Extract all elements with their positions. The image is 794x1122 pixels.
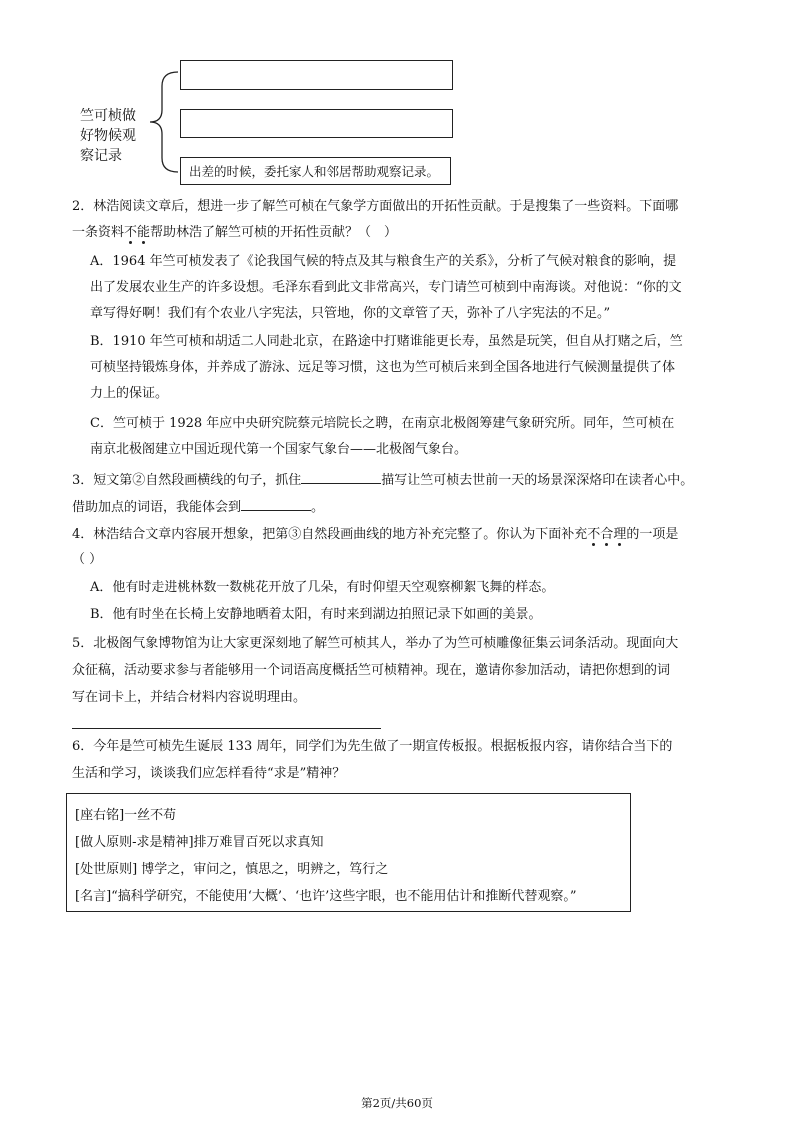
- diagram-label-line: 竺可桢做: [80, 108, 136, 124]
- q5-line: 5．北极阁气象博物馆为让大家更深刻地了解竺可桢其人，举办了为竺可桢雕像征集云词条活动。现面向大: [72, 636, 679, 651]
- q2-option-c-line: 南京北极阁建立中国近现代第一个国家气象台——北极阁气象台。: [90, 442, 468, 457]
- q3-line: 借助加点的词语，我能体会到 。: [72, 497, 324, 516]
- emphasis-dot-char: 能: [137, 225, 151, 240]
- board-line: [处世原则] 博学之，审问之，慎思之，明辨之，笃行之: [75, 862, 389, 877]
- q5-line: 写在词卡上，并结合材料内容说明理由。: [72, 690, 307, 705]
- diagram-box-1[interactable]: [180, 60, 453, 90]
- q2-stem-line: 2．林浩阅读文章后，想进一步了解竺可桢在气象学方面做出的开拓性贡献。于是搜集了一些资料。下面哪: [72, 199, 679, 214]
- q2-option-a-line: A．1964 年竺可桢发表了《论我国气候的特点及其与粮食生产的关系》，分析了气候对粮食的影响，提: [90, 254, 677, 269]
- q2-option-a-line: 出了发展农业生产的许多设想。毛泽东看到此文非常高兴，专门请竺可桢到中南海谈。对他说：“你的文: [90, 280, 682, 295]
- fill-blank[interactable]: [241, 497, 311, 511]
- q3-line: 3．短文第②自然段画横线的句子，抓住 描写让竺可桢去世前一天的场景深深烙印在读者心中。: [72, 470, 693, 489]
- page-footer: 第2页/共60页: [361, 1096, 433, 1110]
- q4-answer-paren: （ ）: [72, 552, 103, 567]
- fill-blank[interactable]: [301, 470, 381, 484]
- diagram-box-text: 出差的时候，委托家人和邻居帮助观察记录。: [189, 164, 440, 179]
- board-line: [座右铭]一丝不苟: [75, 808, 177, 823]
- q2-stem-line: 一条资料不能帮助林浩了解竺可桢的开拓性贡献？（ ）: [72, 225, 398, 240]
- q5-line: 众征稿，活动要求参与者能够用一个词语高度概括竺可桢精神。现在，邀请你参加活动，请把你想到的词: [72, 663, 671, 678]
- q6-line: 生活和学习，谈谈我们应怎样看待“求是”精神？: [72, 766, 346, 781]
- diagram-label-line: 好物候观: [80, 128, 136, 144]
- q4-option-a: A．他有时走进桃林数一数桃花开放了几朵，有时仰望天空观察柳絮飞舞的样态。: [90, 580, 555, 595]
- q2-option-c-line: C．竺可桢于 1928 年应中央研究院蔡元培院长之聘，在南京北极阁筹建气象研究所。同年，竺可桢在: [90, 416, 675, 431]
- emphasis-dot-char: 合: [600, 527, 614, 542]
- q5-answer-line[interactable]: [72, 728, 381, 729]
- board-line: [名言]“搞科学研究，不能使用‘大概’、‘也许’这些字眼，也不能用估计和推断代替观察。”: [75, 889, 577, 904]
- emphasis-dot-char: 不: [587, 527, 601, 542]
- diagram-box-3: [180, 157, 451, 185]
- diagram-box-2[interactable]: [180, 109, 453, 138]
- q2-option-a-line: 章写得好啊！我们有个农业八字宪法，只管地，你的文章管了天，弥补了八字宪法的不足。”: [90, 306, 611, 321]
- q2-option-b-line: B．1910 年竺可桢和胡适二人同赴北京，在路途中打赌谁能更长寿，虽然是玩笑，但自从打赌之后，竺: [90, 334, 683, 349]
- q4-stem-line: 4．林浩结合文章内容展开想象，把第③自然段画曲线的地方补充完整了。你认为下面补充不合理的一项是: [72, 527, 679, 542]
- q2-option-b-line: 可桢坚持锻炼身体，并养成了游泳、远足等习惯，这也为竺可桢后来到全国各地进行气候测量提供了体: [90, 360, 676, 375]
- q6-line: 6．今年是竺可桢先生诞辰 133 周年，同学们为先生做了一期宣传板报。根据板报内容，请你结合当下的: [72, 739, 673, 754]
- emphasis-dot-char: 理: [613, 527, 627, 542]
- q4-option-b: B．他有时坐在长椅上安静地晒着太阳，有时来到湖边拍照记录下如画的美景。: [90, 607, 542, 622]
- board-line: [做人原则-求是精神]排万难冒百死以求真知: [75, 835, 324, 850]
- board-box: [66, 793, 631, 912]
- emphasis-dot-char: 不: [124, 225, 138, 240]
- diagram-label-line: 察记录: [80, 148, 122, 164]
- curly-brace-icon: [140, 66, 182, 178]
- q2-option-b-line: 力上的保证。: [90, 386, 169, 401]
